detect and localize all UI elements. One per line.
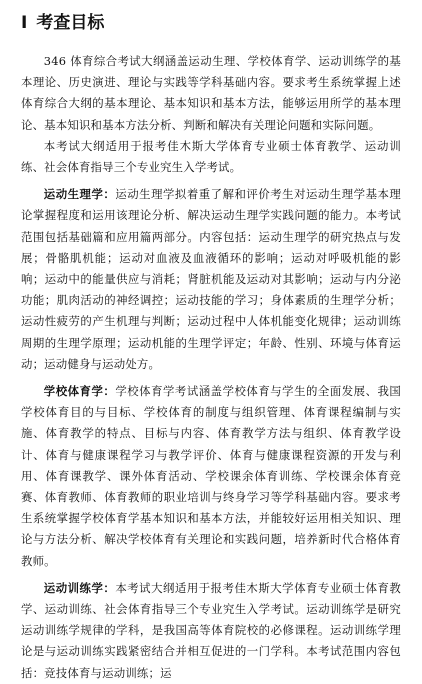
paragraph-overview: 346 体育综合考试大纲涵盖运动生理、学校体育学、运动训练学的基本理论、历史演进、理论与实践等学科基础内容。要求考生系统掌握上述体育综合大纲的基本理论、基本知识和基本方法，能够运用所学的基本理论、基本知识和基本方法分析、判断和解决有关理论问题和实际问题。 — [21, 54, 401, 132]
paragraph-lead-sports-training: 运动训练学： — [43, 580, 116, 595]
paragraph-school-pe — [21, 381, 401, 572]
paragraph-body-sports-training: 本考试大纲适用于报考佳木斯大学体育专业硕士体育教学、运动训练、社会体育指导三个专业究生入学考试。运动训练学是研究运动训练学规律的学科，是我国高等体育院校的必修课程。运动训练学理论是与运动训练实践紧密结合并相互促进的一门学科。本考试范围内容包括：竞技体育与运动训练；运 — [21, 580, 401, 680]
section-title: 考查目标 — [36, 13, 105, 33]
paragraph-body-school-pe: 学校体育学考试涵盖学校体育与学生的全面发展、我国学校体育目的与目标、学校体育的制度与组织管理、体育课程编制与实施、体育教学的特点、目标与内容、体育教学方法与组织、体育教学设计、体育与健康课程学习与教学评价、体育与健康课程资源的开发与利用、体育课教学、课外体育活动、学校课余体育训练、学校课余体育竞赛、体育教师、体育教师的职业培训与终身学习等学科基础内容。要求考生系统掌握学校体育学基本知识和基本方法，并能较好运用相关知识、理论与方法分析、解决学校体育有关理论和实践问题，培养新时代合格体育教师。 — [21, 384, 401, 568]
paragraph-applicability: 本考试大纲适用于报考佳木斯大学体育专业硕士体育教学、运动训练、社会体育指导三个专业究生入学考试。 — [21, 138, 401, 175]
paragraph-body-exercise-physiology: 运动生理学拟着重了解和评价考生对运动生理学基本理论掌握程度和运用该理论分析、解决运动生理学实践问题的能力。本考试范围包括基础篇和应用篇两部分。内容包括：运动生理学的研究热点与发展；骨骼肌机能；运动对血液及血液循环的影响；运动对呼吸机能的影响；运动中的能量供应与消耗；肾脏机能及运动对其影响；运动与内分泌功能；肌肉活动的神经调控；运动技能的学习；身体素质的生理学分析；运动性疲劳的产生机理与判断；运动过程中人体机能变化规律；运动训练周期的生理学原理；运动机能的生理学评定；年龄、性别、环境与体育运动；运动健身与运动处方。 — [21, 187, 401, 371]
paragraph-lead-exercise-physiology: 运动生理学： — [43, 187, 116, 202]
section-number: I — [21, 13, 28, 33]
section-heading — [21, 12, 401, 34]
paragraph-lead-school-pe: 学校体育学： — [43, 384, 116, 399]
paragraph-exercise-physiology — [21, 184, 401, 375]
paragraph-sports-training — [21, 578, 401, 684]
